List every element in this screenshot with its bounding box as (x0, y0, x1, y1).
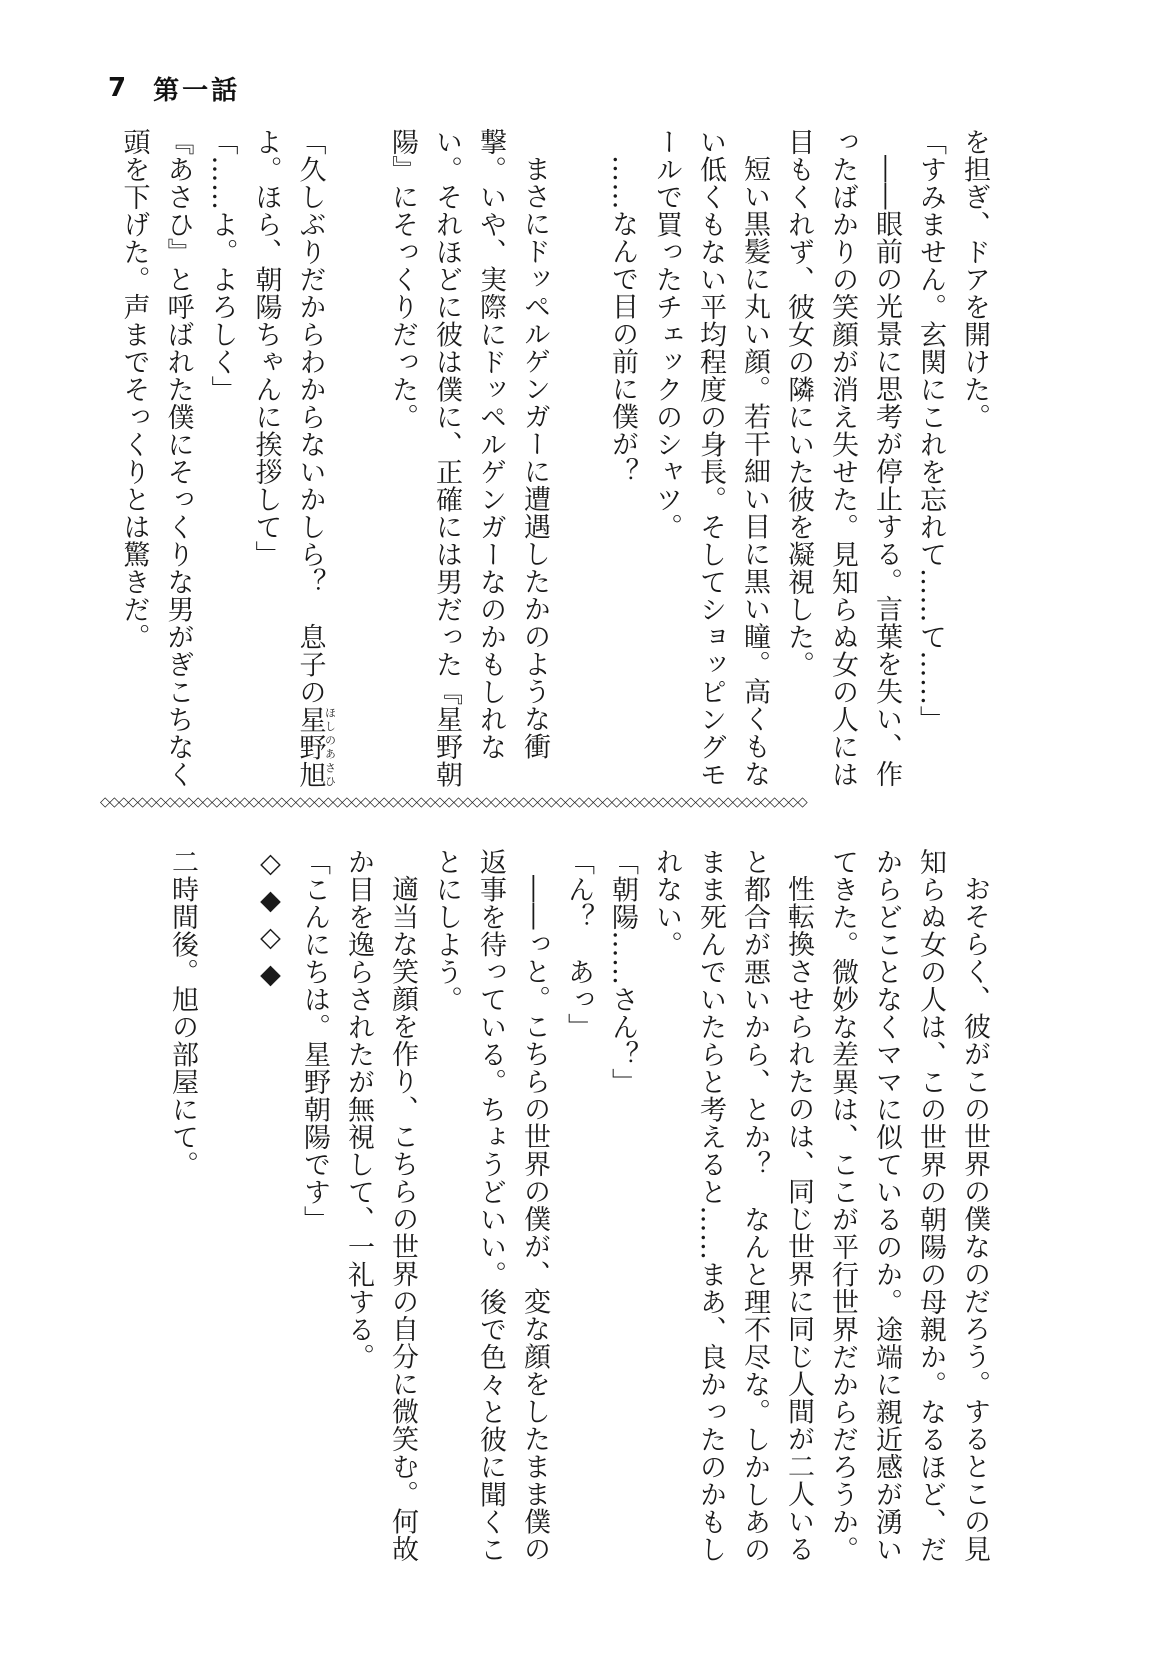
paragraph: ――眼前の光景に思考が停止する。言葉を失い、作ったばかりの笑顔が消え失せた。見知らぬ女の人には目もくれず、彼女の隣にいた彼を凝視した。 (783, 128, 902, 788)
name-with-furigana: 星野旭ほしのあさひ (294, 705, 337, 788)
dialogue-line: 「すみません。玄関にこれを忘れて……て……」 (915, 128, 946, 733)
paragraph: 短い黒髪に丸い顔。若干細い目に黒い瞳。高くもない低くもない平均程度の身長。そしてショッピングモールで買ったチェックのシャツ。 (651, 128, 770, 788)
text-line: 二時間後。旭の部屋にて。 (167, 848, 198, 1178)
paragraph: ――っと。こちらの世界の僕が、変な顔をしたまま僕の返事を待っている。ちょうどいい。後で色々と彼に聞くことにしよう。 (431, 848, 550, 1563)
paragraph: 適当な笑顔を作り、こちらの世界の自分に微笑む。何故か目を逸らされたが無視して、一礼する。 (343, 848, 418, 1563)
page-header (108, 68, 240, 108)
dialogue-line: 「……よ。よろしく」 (206, 128, 238, 403)
dialogue-line: 「朝陽……さん？」 (607, 848, 638, 1096)
dialogue-line: 「久しぶりだからわからないかしら？ 息子の星野旭ほしのあさひよ。ほら、朝陽ちゃんに挨拶して」 (250, 128, 337, 788)
scene-break-mark: ◇◆◇◆ (255, 848, 286, 996)
paragraph: まさにドッペルゲンガーに遭遇したかのような衝撃。いや、実際にドッペルゲンガーなのかもしれない。それほどに彼は僕に、正確には男だった『星野朝陽』にそっくりだった。 (387, 128, 550, 788)
text-line: 『あさひ』と呼ばれた僕にそっくりな男がぎこちなく頭を下げた。声までそっくりとは驚きだ。 (118, 128, 194, 788)
paragraph: おそらく、彼がこの世界の僕なのだろう。するとこの見知らぬ女の人は、この世界の朝陽の母親か。なるほど、だからどことなくママに似ているのか。途端に親近感が湧いてきた。微妙な差異は、ここが平行世界だからだろうか。 (827, 848, 990, 1563)
paragraph: ……なんで目の前に僕が？ (607, 155, 638, 485)
dialogue-line: 「こんにちは。星野朝陽です」 (299, 848, 330, 1233)
chapter-title: 第一話 (153, 75, 241, 106)
text-line: を担ぎ、ドアを開けた。 (959, 128, 990, 431)
page-number: 7 (108, 73, 130, 103)
dialogue-line: 「ん？ あっ」 (563, 848, 594, 1041)
paragraph: 性転換させられたのは、同じ世界に同じ人間が二人いると都合が悪いから、とか？ なんと理不尽な。しかしあのまま死んでいたらと考えると……まあ、良かったのかもしれない。 (651, 848, 814, 1563)
text-block-top (112, 128, 997, 788)
scene-divider: ◇◇◇◇◇◇◇◇◇◇◇◇◇◇◇◇◇◇◇◇◇◇◇◇◇◇◇◇◇◇◇◇◇◇◇◇◇◇◇◇◇◇◇◇◇◇◇◇◇◇◇◇◇◇◇◇◇◇◇◇◇◇◇◇◇◇◇◇◇◇◇◇◇◇◇◇ (100, 795, 807, 810)
text-block-bottom (116, 848, 996, 1588)
furigana-reading: ほしのあさひ (323, 705, 337, 788)
